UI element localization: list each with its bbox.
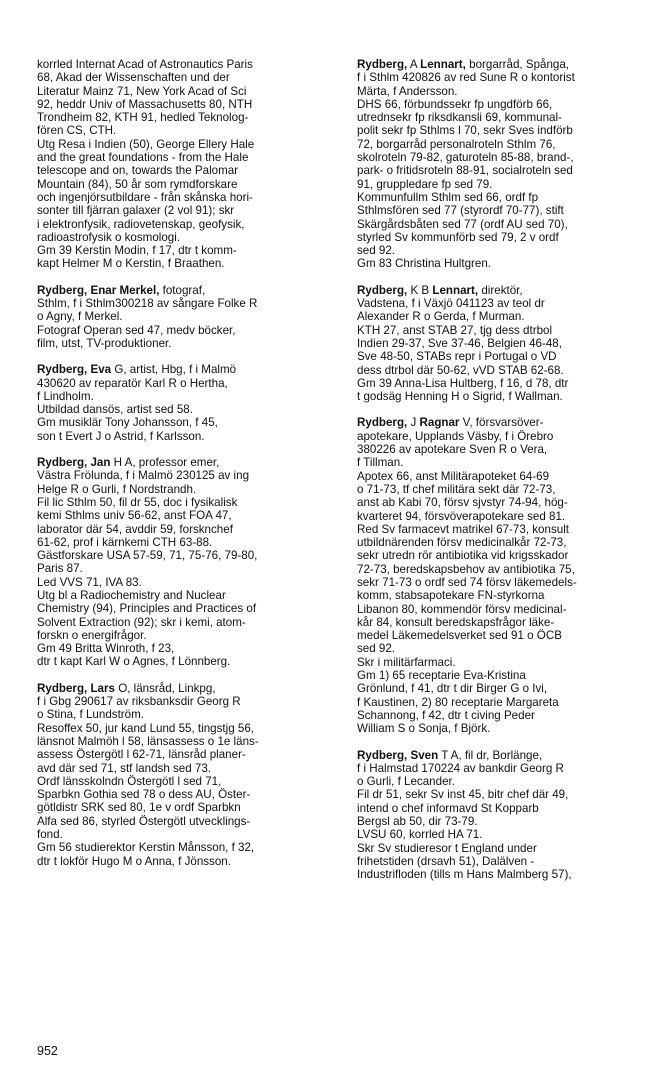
- biography-entry: [37, 682, 339, 868]
- text-line: [37, 297, 339, 310]
- entry-text: Utbildad dansös, artist sed 58.: [37, 403, 193, 417]
- text-line: [357, 722, 655, 735]
- biography-entry: [357, 416, 655, 735]
- text-line: [37, 536, 339, 549]
- right-column: [357, 58, 655, 882]
- text-line: [37, 204, 339, 217]
- entry-text: Red Sv farmacevt matrikel 67-73, konsult: [357, 522, 569, 536]
- text-line: [357, 324, 655, 337]
- text-line: [357, 390, 655, 403]
- text-line: [37, 430, 339, 443]
- text-line: [37, 801, 339, 814]
- entry-text: t godsäg Henning H o Sigrid, f Wallman.: [357, 390, 563, 404]
- entry-text: fören CS, CTH.: [37, 124, 117, 138]
- entry-text: and the great foundations - from the Hale: [37, 151, 249, 165]
- text-line: [357, 138, 655, 151]
- text-line: [357, 642, 655, 655]
- entry-text: Gm 39 Kerstin Modin, f 17, dtr t komm-: [37, 244, 237, 258]
- entry-text: radioastrofysik o kosmologi.: [37, 230, 181, 244]
- text-line: [37, 363, 339, 376]
- biography-entry: [357, 284, 655, 404]
- entry-text: Apotex 66, anst Militärapoteket 64-69: [357, 469, 550, 483]
- text-line: [357, 696, 655, 709]
- entry-text: f i Sthlm 420826 av red Sune R o kontorist: [357, 71, 575, 85]
- text-line: [37, 337, 339, 350]
- entry-text: A: [407, 58, 421, 71]
- text-line: [37, 549, 339, 562]
- text-line: [357, 231, 655, 244]
- entry-text: Sthlm, f i Sthlm300218 av sångare Folke R: [37, 297, 258, 311]
- text-line: [357, 536, 655, 549]
- text-line: [357, 456, 655, 469]
- entry-text: kemi Sthlms univ 56-62, anst FOA 47,: [37, 509, 232, 523]
- text-line: [37, 416, 339, 429]
- left-column: [37, 58, 339, 868]
- text-line: [357, 58, 655, 71]
- text-line: [357, 71, 655, 84]
- entry-text: telescope and on, towards the Palomar: [37, 164, 239, 178]
- text-line: [37, 775, 339, 788]
- text-line: [37, 762, 339, 775]
- text-line: [37, 231, 339, 244]
- entry-text: assess Östergötl l 62-71, länsråd planer-: [37, 748, 246, 762]
- entry-text: Paris 87.: [37, 562, 83, 576]
- entry-text: Helge R o Gurli, f Nordstrandh.: [37, 482, 197, 496]
- text-line: [357, 656, 655, 669]
- text-line: [37, 164, 339, 177]
- entry-text: Industrifloden (tills m Hans Malmberg 57),: [357, 868, 572, 882]
- entry-text: DHS 66, förbundssekr fp ungdförb 66,: [357, 97, 553, 111]
- entry-text: Gm 56 studierektor Kerstin Månsson, f 32,: [37, 841, 255, 855]
- text-line: [357, 749, 655, 762]
- entry-text: Fil lic Sthlm 50, fil dr 55, doc i fysikalisk: [37, 495, 238, 509]
- entry-text: G, artist, Hbg, f i Malmö: [111, 363, 237, 377]
- entry-text: o Gurli, f Lecander.: [357, 775, 455, 789]
- entry-text: O, länsråd, Linkpg,: [114, 681, 216, 695]
- text-line: [357, 709, 655, 722]
- entry-text: Alfa sed 86, styrled Östergötl utvecklings-: [37, 814, 251, 828]
- text-line: [357, 669, 655, 682]
- entry-text: länsnot Malmöh l 58, länsassess o 1e läns-: [37, 734, 259, 748]
- biography-entry: [37, 284, 339, 350]
- biography-entry: [357, 58, 655, 271]
- text-line: [357, 337, 655, 350]
- text-line: [37, 695, 339, 708]
- text-line: [37, 403, 339, 416]
- text-line: [37, 576, 339, 589]
- text-line: [37, 257, 339, 270]
- text-line: [357, 443, 655, 456]
- text-line: [37, 244, 339, 257]
- entry-text: f Tillman.: [357, 456, 404, 470]
- text-line: [357, 244, 655, 257]
- entry-text: Gm 49 Britta Winroth, f 23,: [37, 642, 175, 656]
- entry-text: William S o Sonja, f Björk.: [357, 722, 491, 736]
- entry-text: Literatur Mainz 71, New York Acad of Sci: [37, 84, 247, 98]
- entry-text: sekr 71-73 o ordf sed 74 försv läkemedels-: [357, 575, 577, 589]
- entry-text: Utg bl a Radiochemistry and Nuclear: [37, 588, 226, 602]
- text-line: [357, 377, 655, 390]
- text-line: [357, 510, 655, 523]
- entry-text: o Agny, f Merkel.: [37, 310, 123, 324]
- entry-text: Mountain (84), 50 år som rymdforskare: [37, 177, 238, 191]
- text-line: [37, 151, 339, 164]
- entry-text: komm, stabsapotekare FN-styrkorna: [357, 589, 545, 603]
- text-line: [357, 563, 655, 576]
- text-line: [37, 98, 339, 111]
- text-line: [357, 815, 655, 828]
- entry-text: Alexander R o Gerda, f Murman.: [357, 310, 525, 324]
- text-line: [357, 788, 655, 801]
- text-line: [37, 85, 339, 98]
- entry-text: utrednsekr fp riksdkansli 69, kommunal-: [357, 111, 562, 125]
- text-line: [357, 111, 655, 124]
- entry-name: Rydberg, Eva: [37, 363, 112, 377]
- entry-text: KTH 27, anst STAB 27, tjg dess dtrbol: [357, 323, 553, 337]
- entry-name: Rydberg,: [357, 416, 408, 430]
- entry-text: H A, professor emer,: [110, 456, 220, 470]
- text-line: [37, 562, 339, 575]
- text-line: [357, 523, 655, 536]
- text-line: [37, 788, 339, 801]
- text-line: [37, 324, 339, 337]
- text-line: [37, 589, 339, 602]
- entry-text: dtr t lokför Hugo M o Anna, f Jönsson.: [37, 854, 231, 868]
- text-line: [37, 855, 339, 868]
- text-line: [357, 682, 655, 695]
- entry-text: utbildnärenden försv medicinalkår 72-73,: [357, 536, 567, 550]
- entry-text: Gm 39 Anna-Lisa Hultberg, f 16, d 78, dtr: [357, 376, 569, 390]
- text-line: [37, 138, 339, 151]
- entry-text: Indien 29-37, Sve 37-46, Belgien 46-48,: [357, 336, 562, 350]
- entry-name: Rydberg,: [357, 58, 408, 71]
- entry-text: f Kaustinen, 2) 80 receptarie Margareta: [357, 695, 559, 709]
- entry-text: Ordf länsskolndn Östergötl l sed 71,: [37, 774, 222, 788]
- page-number: 952: [37, 1044, 58, 1058]
- entry-text: 61-62, prof i kärnkemi CTH 63-88.: [37, 535, 213, 549]
- entry-text: 91, gruppledare fp sed 79.: [357, 177, 493, 191]
- text-line: [37, 310, 339, 323]
- text-line: [37, 828, 339, 841]
- entry-text: park- o fritidsroteln 88-91, socialroteln sed: [357, 164, 573, 178]
- text-line: [357, 151, 655, 164]
- text-line: [37, 483, 339, 496]
- entry-text: kvarteret 94, försvöverapotekare sed 81.: [357, 509, 566, 523]
- entry-text: sonter till fjärran galaxer (2 vol 91); skr: [37, 204, 235, 218]
- entry-text: f i Gbg 290617 av riksbanksdir Georg R: [37, 695, 241, 709]
- entry-text: fond.: [37, 828, 63, 842]
- text-line: [37, 111, 339, 124]
- entry-text: 430620 av reparatör Karl R o Hertha,: [37, 376, 228, 390]
- entry-text: Gm 83 Christina Hultgren.: [357, 257, 492, 271]
- entry-text: Skärgårdsbåten sed 77 (ordf AU sed 70),: [357, 217, 568, 231]
- entry-text: frihetstiden (drsavh 51), Dalälven -: [357, 854, 535, 868]
- text-line: [357, 310, 655, 323]
- entry-text: o 71-73, tf chef militära sekt där 72-73,: [357, 482, 556, 496]
- entry-name: Lennart,: [432, 283, 479, 297]
- entry-text: kapt Helmer M o Kerstin, f Braathen.: [37, 257, 225, 271]
- entry-text: Resoffex 50, jur kand Lund 55, tingstjg 56,: [37, 721, 254, 735]
- text-line: [357, 629, 655, 642]
- entry-text: Gm musiklär Tony Johansson, f 45,: [37, 416, 218, 430]
- text-line: [37, 655, 339, 668]
- text-line: [357, 218, 655, 231]
- text-line: [37, 523, 339, 536]
- entry-text: Utg Resa i Indien (50), George Ellery Hale: [37, 137, 255, 151]
- text-line: [357, 164, 655, 177]
- text-line: [37, 469, 339, 482]
- text-line: [37, 124, 339, 137]
- entry-text: Vadstena, f i Växjö 041123 av teol dr: [357, 297, 545, 311]
- entry-text: Grönlund, f 41, dtr t dir Birger G o Ivi,: [357, 682, 548, 696]
- entry-text: LVSU 60, korrled HA 71.: [357, 828, 483, 842]
- text-line: [357, 802, 655, 815]
- text-line: [357, 257, 655, 270]
- text-line: [37, 456, 339, 469]
- entry-text: f i Halmstad 170224 av bankdir Georg R: [357, 761, 564, 775]
- entry-text: sed 92.: [357, 244, 396, 258]
- entry-text: götldistr SRK sed 80, 1e v ordf Sparbkn: [37, 801, 241, 815]
- entry-text: 92, heddr Univ of Massachusetts 80, NTH: [37, 97, 253, 111]
- entry-text: laborator där 54, avddir 59, forsknchef: [37, 522, 233, 536]
- entry-text: styrled Sv kommunförb sed 79, 2 v ordf: [357, 230, 559, 244]
- entry-text: Schannong, f 42, dtr t civing Peder: [357, 708, 535, 722]
- text-line: [37, 629, 339, 642]
- text-line: [357, 98, 655, 111]
- text-line: [357, 416, 655, 429]
- text-line: [37, 178, 339, 191]
- entry-text: och ingenjörsutbildare - från skånska hori-: [37, 190, 253, 204]
- text-line: [37, 748, 339, 761]
- text-line: [37, 71, 339, 84]
- entry-text: 72-73, beredskapsbehov av antibiotika 75,: [357, 562, 575, 576]
- text-line: [357, 191, 655, 204]
- entry-name: Rydberg, Jan: [37, 456, 111, 470]
- entry-text: borgarråd, Spånga,: [465, 58, 570, 71]
- entry-text: dess dtrbol där 50-62, vVD STAB 62-68.: [357, 363, 564, 377]
- text-line: [357, 204, 655, 217]
- text-line: [37, 602, 339, 615]
- entry-text: Sthlmsfören sed 77 (styrordf 70-77), stift: [357, 204, 564, 218]
- entry-text: Sparbkn Gothia sed 78 o dess AU, Öster-: [37, 788, 251, 802]
- entry-text: Sve 48-50, STABs repr i Portugal o VD: [357, 350, 557, 364]
- entry-text: Skr i militärfarmaci.: [357, 655, 456, 669]
- text-line: [357, 603, 655, 616]
- text-line: [37, 722, 339, 735]
- text-line: [357, 549, 655, 562]
- text-line: [357, 284, 655, 297]
- text-line: [357, 616, 655, 629]
- entry-text: 380226 av apotekare Sven R o Vera,: [357, 443, 548, 457]
- entry-text: Chemistry (94), Principles and Practices of: [37, 602, 257, 616]
- entry-text: Märta, f Andersson.: [357, 84, 458, 98]
- text-line: [357, 775, 655, 788]
- text-line: [357, 178, 655, 191]
- biography-entry: [37, 456, 339, 669]
- entry-name: Ragnar: [419, 416, 460, 430]
- text-line: [357, 430, 655, 443]
- entry-text: J: [407, 416, 420, 430]
- entry-text: son t Evert J o Astrid, f Karlsson.: [37, 429, 205, 443]
- text-line: [37, 735, 339, 748]
- entry-text: korrled Internat Acad of Astronautics Paris: [37, 58, 253, 71]
- text-line: [357, 496, 655, 509]
- entry-text: Fil dr 51, sekr Sv inst 45, bitr chef där 49,: [357, 788, 569, 802]
- entry-text: Trondheim 82, KTH 91, hedled Teknolog-: [37, 111, 249, 125]
- text-line: [357, 828, 655, 841]
- text-line: [357, 85, 655, 98]
- biography-entry: [357, 749, 655, 882]
- text-line: [357, 868, 655, 881]
- entry-text: Västra Frölunda, f i Malmö 230125 av ing: [37, 469, 250, 483]
- entry-text: Libanon 80, kommendör försv medicinal-: [357, 602, 567, 616]
- text-line: [37, 496, 339, 509]
- entry-text: skolroteln 79-82, gaturoteln 85-88, brand-,: [357, 151, 574, 165]
- entry-text: K B: [407, 283, 433, 297]
- text-line: [37, 377, 339, 390]
- text-line: [37, 815, 339, 828]
- entry-text: f Lindholm.: [37, 389, 94, 403]
- text-line: [37, 616, 339, 629]
- entry-text: fotograf,: [159, 283, 206, 297]
- entry-text: 68, Akad der Wissenschaften und der: [37, 71, 230, 85]
- entry-text: V, försvarsöver-: [459, 416, 544, 430]
- text-line: [37, 58, 339, 71]
- biography-entry: [37, 363, 339, 443]
- entry-text: sed 92.: [357, 642, 396, 656]
- text-line: [37, 284, 339, 297]
- entry-text: T A, fil dr, Borlänge,: [438, 748, 543, 762]
- text-line: [357, 364, 655, 377]
- entry-text: i elektronfysik, radiovetenskap, geofysik,: [37, 217, 245, 231]
- entry-text: dtr t kapt Karl W o Agnes, f Lönnberg.: [37, 655, 231, 669]
- entry-text: Fotograf Operan sed 47, medv böcker,: [37, 323, 236, 337]
- entry-name: Rydberg, Sven: [357, 748, 439, 762]
- text-line: [357, 855, 655, 868]
- entry-text: 72, borgarråd personalroteln Sthlm 76,: [357, 137, 556, 151]
- text-line: [37, 191, 339, 204]
- entry-text: kår 84, konsult beredskapsfrågor läke-: [357, 615, 555, 629]
- entry-text: Gästforskare USA 57-59, 71, 75-76, 79-80,: [37, 549, 258, 563]
- entry-text: polit sekr fp Sthlms l 70, sekr Sves indförb: [357, 124, 573, 138]
- text-line: [357, 589, 655, 602]
- entry-text: direktör,: [478, 283, 523, 297]
- entry-text: apotekare, Upplands Väsby, f i Örebro: [357, 429, 554, 443]
- entry-name: Rydberg, Lars: [37, 681, 115, 695]
- entry-text: medel Läkemedelsverket sed 91 o ÖCB: [357, 629, 562, 643]
- text-line: [357, 576, 655, 589]
- entry-text: Solvent Extraction (92); skr i kemi, atom-: [37, 615, 246, 629]
- text-line: [37, 218, 339, 231]
- text-line: [37, 642, 339, 655]
- entry-text: forskn o energifrågor.: [37, 628, 147, 642]
- entry-text: Skr Sv studieresor t England under: [357, 841, 537, 855]
- entry-text: sekr utredn rör antibiotika vid krigsskador: [357, 549, 569, 563]
- text-line: [37, 841, 339, 854]
- entry-name: Rydberg, Enar Merkel,: [37, 283, 160, 297]
- text-line: [357, 350, 655, 363]
- entry-text: intend o chef informavd St Kopparb: [357, 801, 539, 815]
- text-line: [357, 483, 655, 496]
- entry-text: Bergsl ab 50, dir 73-79.: [357, 815, 478, 829]
- entry-text: anst ab Kabi 70, försv sjvstyr 74-94, hög-: [357, 496, 568, 510]
- entry-text: Kommunfullm Sthlm sed 66, ordf fp: [357, 190, 539, 204]
- text-line: [357, 124, 655, 137]
- entry-text: o Stina, f Lundström.: [37, 708, 144, 722]
- entry-text: Gm 1) 65 receptarie Eva-Kristina: [357, 669, 526, 683]
- entry-name: Lennart,: [420, 58, 466, 71]
- entry-name: Rydberg,: [357, 283, 408, 297]
- text-line: [37, 509, 339, 522]
- text-line: [357, 297, 655, 310]
- entry-text: avd där sed 71, stf landsh sed 73.: [37, 761, 212, 775]
- biography-entry: [37, 58, 339, 271]
- text-line: [37, 682, 339, 695]
- entry-text: film, utst, TV-produktioner.: [37, 336, 172, 350]
- entry-text: Led VVS 71, IVA 83.: [37, 575, 142, 589]
- text-line: [357, 470, 655, 483]
- text-line: [37, 390, 339, 403]
- text-line: [357, 762, 655, 775]
- text-line: [37, 708, 339, 721]
- text-line: [357, 842, 655, 855]
